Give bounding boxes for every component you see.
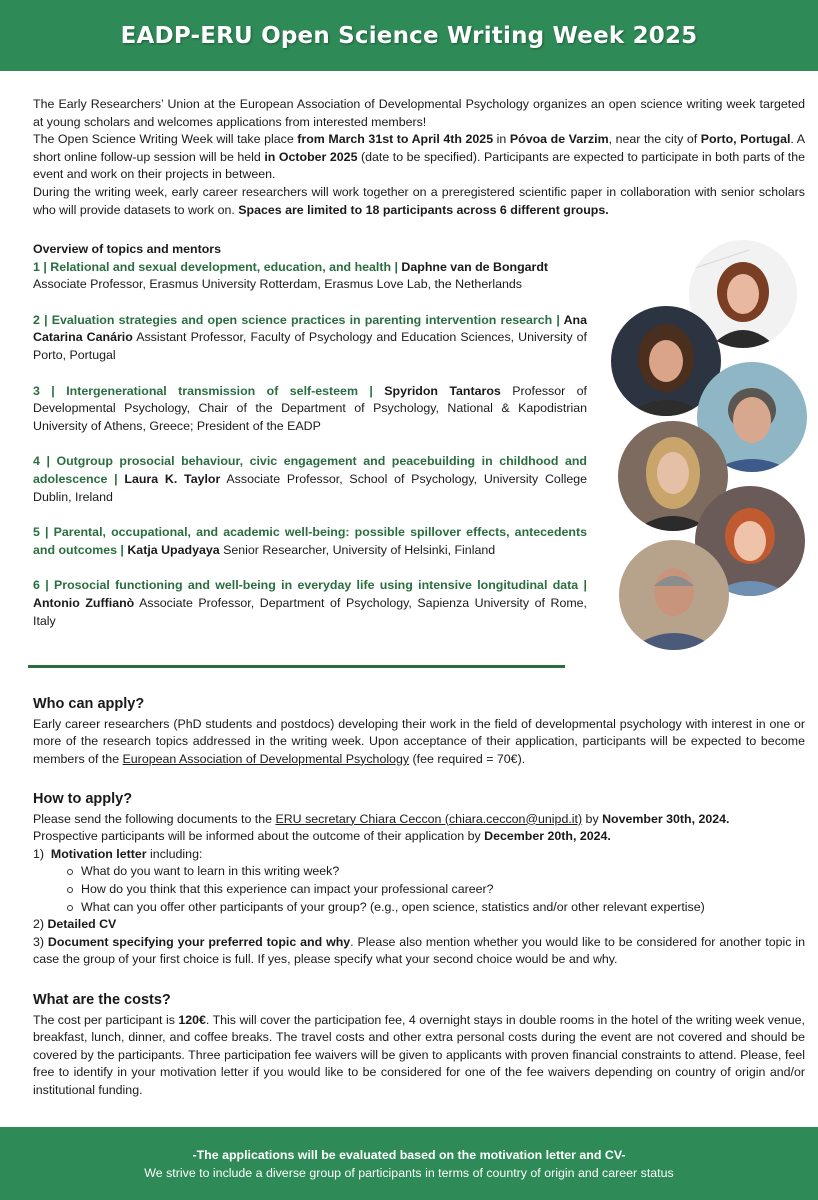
event-place: Póvoa de Varzim — [509, 132, 609, 147]
page-title: EADP-ERU Open Science Writing Week 2025 — [120, 22, 698, 49]
how-section — [33, 791, 805, 969]
header-banner — [0, 0, 818, 71]
intro-paragraph-2 — [33, 131, 805, 184]
followup-date: in October 2025 — [264, 149, 358, 164]
text: . Please also mention whether you would like to be considered for another topic in case the group of your first choice is full. If yes, please specify what your second choice would be and why. — [33, 934, 805, 967]
text: The cost per participant is — [33, 1012, 179, 1027]
text: in — [493, 132, 510, 147]
secretary-email-link[interactable]: ERU secretary Chiara Ceccon (chiara.ceccon@unipd.it) — [275, 811, 583, 826]
topic-role: Assistant Professor, Faculty of Psychology and Education Sciences, University of Porto, Portugal — [33, 330, 587, 362]
price: 120€ — [178, 1012, 206, 1027]
list-item: What do you want to learn in this writing week? — [81, 863, 805, 881]
item-title: Document specifying your preferred topic and why — [47, 934, 351, 949]
text: (fee required = 70€). — [409, 751, 526, 766]
item-number: 1) — [33, 846, 51, 861]
text: The Open Science Writing Week will take place — [33, 132, 298, 147]
footer-banner — [0, 1127, 818, 1200]
text: Early career researchers (PhD students and postdocs) developing their work in the field of developmental psychology with interest in one or more of the research topics addressed in the writing week. Upon acceptance of their application, participants will be expected to become members of the — [33, 716, 805, 766]
notification-date: December 20th, 2024. — [484, 829, 611, 844]
topic-title: 2 | Evaluation strategies and open science practices in parenting intervention research | — [33, 312, 564, 327]
text: by — [582, 811, 603, 826]
footer-line-1: -The applications will be evaluated based on the motivation letter and CV- — [192, 1147, 626, 1162]
topic-role: Associate Professor, Department of Psychology, Sapienza University of Rome, Italy — [33, 595, 587, 628]
who-section — [33, 696, 805, 768]
who-text — [33, 716, 805, 769]
topic-mentor: Antonio Zuffianò — [33, 595, 135, 610]
topic-mentor: Ana Catarina Canário — [33, 312, 587, 345]
topic-role: Associate Professor, School of Psychology, University College Dublin, Ireland — [33, 471, 588, 504]
text: Prospective participants will be informed about the outcome of their application by — [33, 829, 485, 844]
mentor-photo-6 — [619, 540, 729, 650]
how-heading: How to apply? — [33, 791, 133, 807]
eadp-link[interactable]: European Association of Developmental Psychology — [122, 751, 410, 766]
topic-mentor: Spyridon Tantaros — [384, 383, 501, 398]
topic-title: 6 | Prosocial functioning and well-being in everyday life using intensive longitudinal data | — [33, 578, 587, 593]
topic-mentor: Laura K. Taylor — [124, 471, 221, 486]
text: (date to be specified). Participants are expected to participate in both parts of the event and work on their projects in between. — [33, 149, 805, 182]
section-divider — [28, 665, 565, 668]
how-line-1 — [33, 811, 805, 829]
costs-heading: What are the costs? — [33, 992, 171, 1008]
how-item-2 — [33, 916, 805, 934]
topic-item — [33, 577, 587, 630]
topic-item — [33, 312, 587, 365]
event-city: Porto, Portugal — [700, 132, 791, 147]
footer-line-2: We strive to include a diverse group of participants in terms of country of origin and career status — [144, 1165, 674, 1180]
topic-mentor: Katja Upadyaya — [127, 542, 220, 557]
topic-role: Professor of Developmental Psychology, Chair of the Department of Psychology, National & Kapodistrian University of Athens, Greece; President of the EADP — [33, 383, 588, 433]
topic-item — [33, 259, 587, 294]
text: During the writing week, early career researchers will work together on a preregistered scientific paper in collaboration with senior scholars who will provide datasets to work on. — [33, 184, 805, 217]
list-item: How do you think that this experience can impact your professional career? — [81, 881, 805, 899]
motivation-bullets — [33, 863, 805, 916]
topic-item — [33, 524, 587, 559]
list-item: What can you offer other participants of your group? (e.g., open science, statistics and/or other relevant expertise) — [81, 899, 805, 917]
text: , near the city of — [608, 132, 701, 147]
topic-title: 3 | Intergenerational transmission of self-esteem | — [33, 383, 385, 398]
text: Please send the following documents to the — [33, 811, 276, 826]
topics-section — [33, 241, 587, 648]
costs-text — [33, 1012, 805, 1100]
item-number: 2) — [33, 917, 48, 932]
intro-paragraph-1: The Early Researchers’ Union at the European Association of Developmental Psychology organizes an open science writing week targeted at young scholars and welcomes applications from interested members! — [33, 97, 805, 129]
who-heading: Who can apply? — [33, 696, 145, 712]
intro-paragraph-3 — [33, 184, 805, 219]
topics-heading: Overview of topics and mentors — [33, 242, 221, 256]
spaces-limit: Spaces are limited to 18 participants across 6 different groups. — [238, 202, 609, 217]
topic-item — [33, 383, 587, 436]
how-item-1 — [33, 846, 805, 864]
topic-item — [33, 453, 587, 506]
text: . A short online follow-up session will be held — [33, 132, 805, 164]
text: including: — [146, 846, 203, 861]
topic-title: 5 | Parental, occupational, and academic well-being: possible spillover effects, antecedents and outcomes | — [33, 525, 587, 557]
text: . This will cover the participation fee, 4 overnight stays in double rooms in the hotel of the writing week venue, breakfast, lunch, dinner, and coffee breaks. The travel costs and other extra personal costs during the event are not covered and should be covered by the participants. Three participation fee waivers will be given to applicants with proven financial constraints to attend. Please, feel free to identify in your motivation letter if you would like to be considered for one of the fee waivers depending on country of origin and/or institutional funding. — [33, 1012, 805, 1097]
intro-section — [33, 96, 805, 219]
item-title: Motivation letter — [50, 846, 147, 861]
event-dates: from March 31st to April 4th 2025 — [297, 132, 494, 147]
topic-role: Associate Professor, Erasmus University Rotterdam, Erasmus Love Lab, the Netherlands — [33, 277, 522, 292]
item-title: Detailed CV — [47, 917, 117, 932]
item-number: 3) — [33, 934, 48, 949]
topic-title: 4 | Outgroup prosocial behaviour, civic engagement and peacebuilding in childhood and adolescence | — [33, 454, 587, 486]
topic-mentor: Daphne van de Bongardt — [401, 259, 549, 274]
costs-section — [33, 992, 805, 1100]
how-line-2 — [33, 828, 805, 846]
topic-title: 1 | Relational and sexual development, education, and health | — [33, 259, 402, 274]
topic-role: Senior Researcher, University of Helsinki, Finland — [219, 542, 496, 557]
deadline-date: November 30th, 2024. — [602, 811, 730, 826]
how-item-3 — [33, 934, 805, 969]
